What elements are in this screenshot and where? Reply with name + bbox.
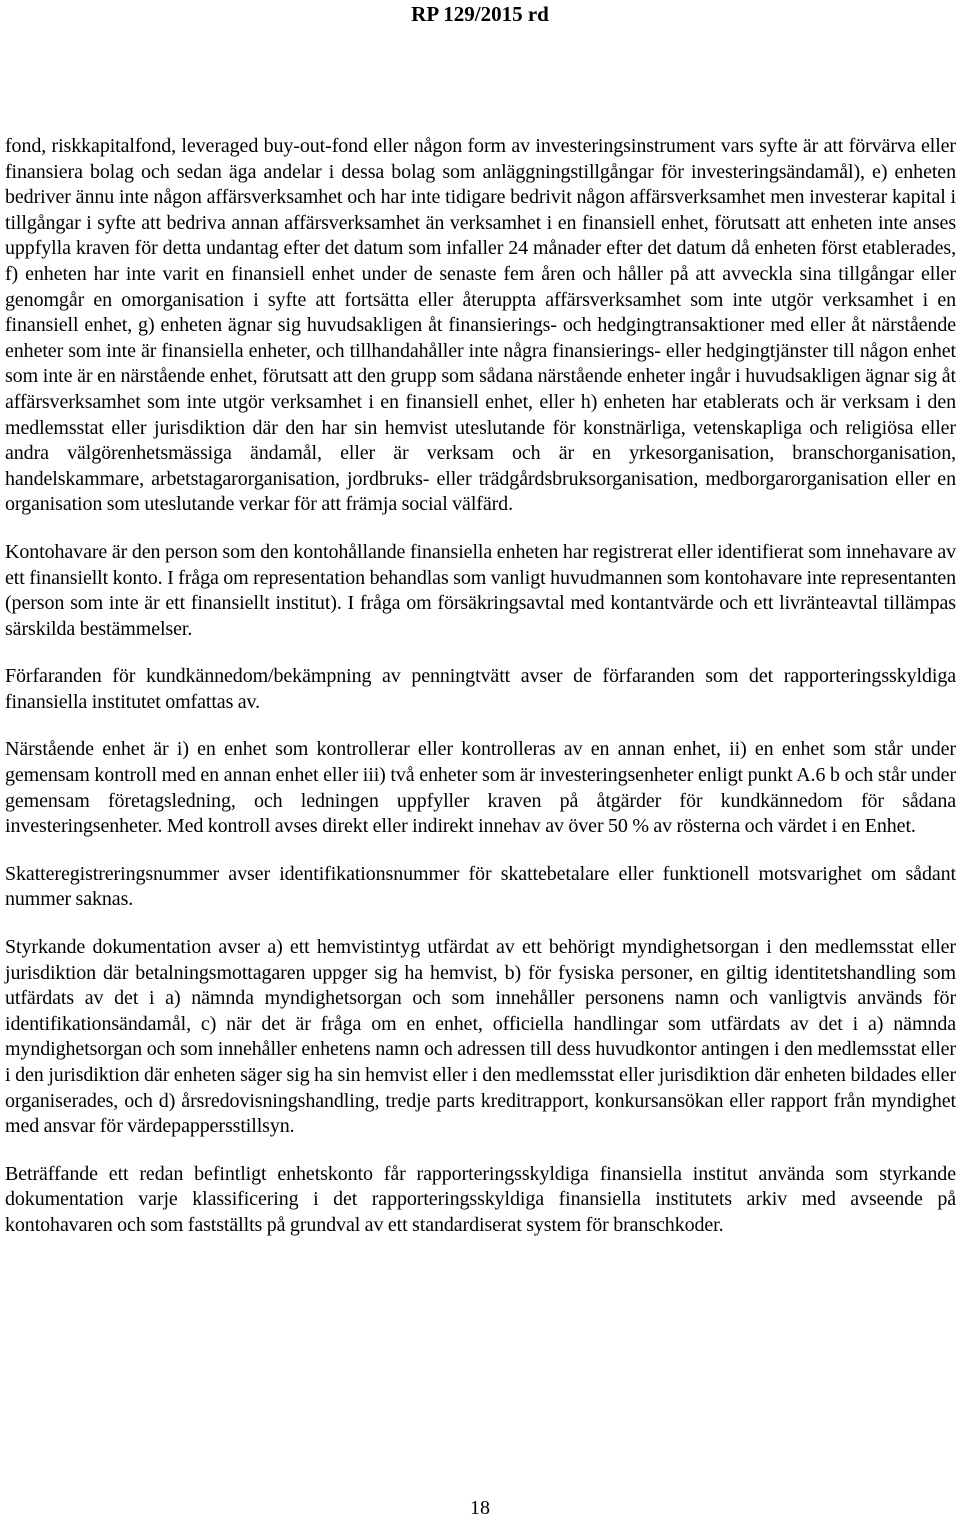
paragraph-kontohavare: Kontohavare är den person som den kontohållande finansiella enheten har registrerat eller identifierat som innehavare av ett finansiellt konto. I fråga om representation behandlas som vanligt huvudmannen som kontohavare inte representanten (person som inte är ett finansiellt institut). I fråga om försäkringsavtal med kontantvärde och ett livränteavtal tillämpas särskilda bestämmelser. [5, 540, 956, 640]
paragraph-narstaende-enhet: Närstående enhet är i) en enhet som kontrollerar eller kontrolleras av en annan enhet, ii) en enhet som står under gemensam kontroll med en annan enhet eller iii) två enheter som är investeringsenheter enligt punkt A.6 b och står under gemensam företagsledning, och ledningen uppfyller kraven på åtgärder för kundkännedom för sådana investeringsenheter. Med kontroll avses direkt eller indirekt innehav av över 50 % av rösterna och värdet i en Enhet. [5, 738, 956, 838]
paragraph-skatteregistreringsnummer: Skatteregistreringsnummer avser identifikationsnummer för skattebetalare eller funktionell motsvarighet om sådant nummer saknas. [5, 862, 956, 911]
paragraph-styrkande-dokumentation: Styrkande dokumentation avser a) ett hemvistintyg utfärdat av ett behörigt myndighetsorgan i den medlemsstat eller jurisdiktion där betalningsmottagaren uppger sig ha hemvist, b) för fysiska personer, en giltig identitetshandling som utfärdats av det i a) nämnda myndighetsorgan och som innehåller personens namn och vanligtvis används för identifikationsändamål, c) när det är fråga om en enhet, officiella handlingar som utfärdats av det i a) nämnda myndighetsorgan och som innehåller enhetens namn och adressen till dess huvudkontor antingen i den medlemsstat eller i den jurisdiktion där enheten säger sig ha sin hemvist eller i den medlemsstat eller jurisdiktion där enheten bildades eller organiserades, och d) årsredovisningshandling, tredje parts kreditrapport, konkursansökan eller rapport från myndighet med ansvar för värdepappersstillsyn. [5, 936, 956, 1138]
paragraph-kundkannedom: Förfaranden för kundkännedom/bekämpning av penningtvätt avser de förfaranden som det rapporteringsskyldiga finansiella institutet omfattas av. [5, 665, 956, 713]
document-header: RP 129/2015 rd [411, 2, 549, 26]
paragraph-befintligt-enhetskonto: Beträffande ett redan befintligt enhetskonto får rapporteringsskyldiga finansiella institut använda som styrkande dokumentation varje klassificering i det rapporteringsskyldiga finansiella institutets arkiv med avseende på kontohavaren och som fastställts på grundval av ett standardiserat system för branschkoder. [5, 1162, 956, 1236]
document-body [5, 134, 956, 1261]
paragraph-financial-entity-exceptions: fond, riskkapitalfond, leveraged buy-out-fond eller någon form av investeringsinstrument vars syfte är att förvärva eller finansiera bolag och sedan äga andelar i dessa bolag som anläggningstillgångar för investeringsändamål), e) enheten bedriver ännu inte någon affärsverksamhet och har inte tidigare bedrivit någon affärsverksamhet men investerar kapital i tillgångar i syfte att bedriva annan affärsverksamhet än verksamhet i en finansiell enhet, förutsatt att enheten inte anses uppfylla kraven för detta undantag efter det datum som infaller 24 månader efter det datum då enheten först etablerades, f) enheten har inte varit en finansiell enhet under de senaste fem åren och håller på att avveckla sina tillgångar eller genomgår en omorganisation i syfte att fortsätta eller återuppta affärsverksamhet som inte utgör verksamhet i en finansiell enhet, g) enheten ägnar sig huvudsakligen åt finansierings- och hedgingtransaktioner med eller åt närstående enheter som inte är finansiella enheter, och tillhandahåller inte några finansierings- eller hedgingtjänster till någon enhet som inte är en närstående enhet, förutsatt att den grupp som sådana närstående enheter ingår i huvudsakligen ägnar sig åt affärsverksamhet som inte utgör verksamhet i en finansiell enhet, eller h) enheten har etablerats och är verksam i den medlemsstat eller jurisdiktion där den har sin hemvist uteslutande för konstnärliga, vetenskapliga och religiösa eller andra välgörenhetsmässiga ändamål, eller är verksam och är en yrkesorganisation, branschorganisation, handelskammare, arbetstagarorganisation, jordbruks- eller trädgårdsbruksorganisation, medborgarorganisation eller en organisation som uteslutande verkar för att främja social välfärd. [5, 135, 956, 516]
page-number: 18 [470, 1497, 490, 1519]
